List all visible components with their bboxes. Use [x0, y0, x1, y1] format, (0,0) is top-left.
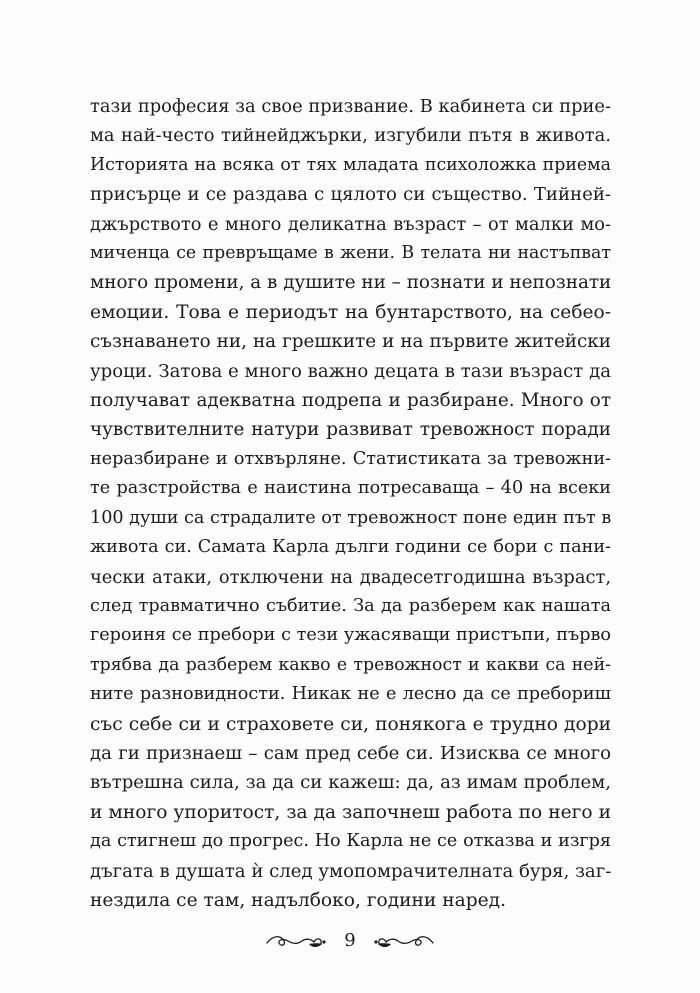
- text-line: съзнаването ни, на грешките и на първите житейски: [90, 331, 611, 353]
- text-line: тази професия за свое призвание. В кабинета си прие-: [90, 96, 611, 117]
- text-line: нездила се там, надълбоко, години наред.: [90, 889, 506, 911]
- page-number: 9: [344, 930, 356, 951]
- text-line: героиня се пребори с тези ужасяващи пристъпи, първо: [90, 625, 611, 646]
- text-line: присърце и се раздава с цялото си същество. Тийней-: [90, 184, 611, 206]
- text-line: да ги признаеш – сам пред себе си. Изисква се много: [90, 742, 611, 764]
- flourish-right-icon: [373, 932, 435, 952]
- text-line: емоции. Това е периодът на бунтарството, на себео-: [90, 301, 611, 323]
- flourish-left-icon: [265, 932, 327, 952]
- text-line: 100 души са страдалите от тревожност поне един път в: [90, 507, 612, 528]
- text-line: неразбиране и отхвърляне. Статистиката за тревожни-: [90, 448, 611, 469]
- text-line: чувствителните натури развиват тревожност поради: [90, 419, 611, 441]
- text-line: трябва да разберем какво е тревожност и какви са ней-: [90, 654, 611, 675]
- text-line: дъгата в душата ѝ след умопомрачителната буря, заг-: [90, 860, 612, 882]
- text-line: много промени, а в душите ни – познати и непознати: [90, 272, 612, 294]
- text-line: със себе си и страховете си, понякога е трудно дори: [90, 713, 611, 735]
- text-line: вътрешна сила, за да си кажеш: да, аз имам проблем,: [90, 772, 611, 794]
- body-text: [90, 92, 611, 915]
- text-line: Историята на всяка от тях младата психоложка приема: [90, 154, 611, 175]
- page-footer: [0, 924, 700, 964]
- text-line: да стигнеш до прогрес. Но Карла не се отказва и изгря: [90, 831, 611, 852]
- text-line: те разстройства е наистина потресаваща – 40 на всеки: [90, 478, 611, 499]
- text-line: ма най-често тийнейджърки, изгубили пътя в живота.: [90, 125, 611, 147]
- text-line: чески атаки, отключени на двадесетгодишна възраст,: [90, 566, 611, 588]
- text-line: и много упоритост, за да започнеш работа по него и: [90, 801, 611, 823]
- text-line: ните разновидности. Никак не е лесно да се пребориш: [90, 684, 611, 705]
- text-line: живота си. Самата Карла дълги години се бори с пани-: [90, 537, 611, 558]
- text-line: миченца се превръщаме в жени. В телата ни настъпват: [90, 243, 611, 264]
- text-line: джърството е много деликатна възраст – от малки мо-: [90, 213, 611, 235]
- text-line: след травматично събитие. За да разберем как нашата: [90, 595, 611, 616]
- text-line: уроци. Затова е много важно децата в тази възраст да: [90, 360, 611, 382]
- text-line: получават адекватна подрепа и разбиране. Много от: [90, 390, 611, 412]
